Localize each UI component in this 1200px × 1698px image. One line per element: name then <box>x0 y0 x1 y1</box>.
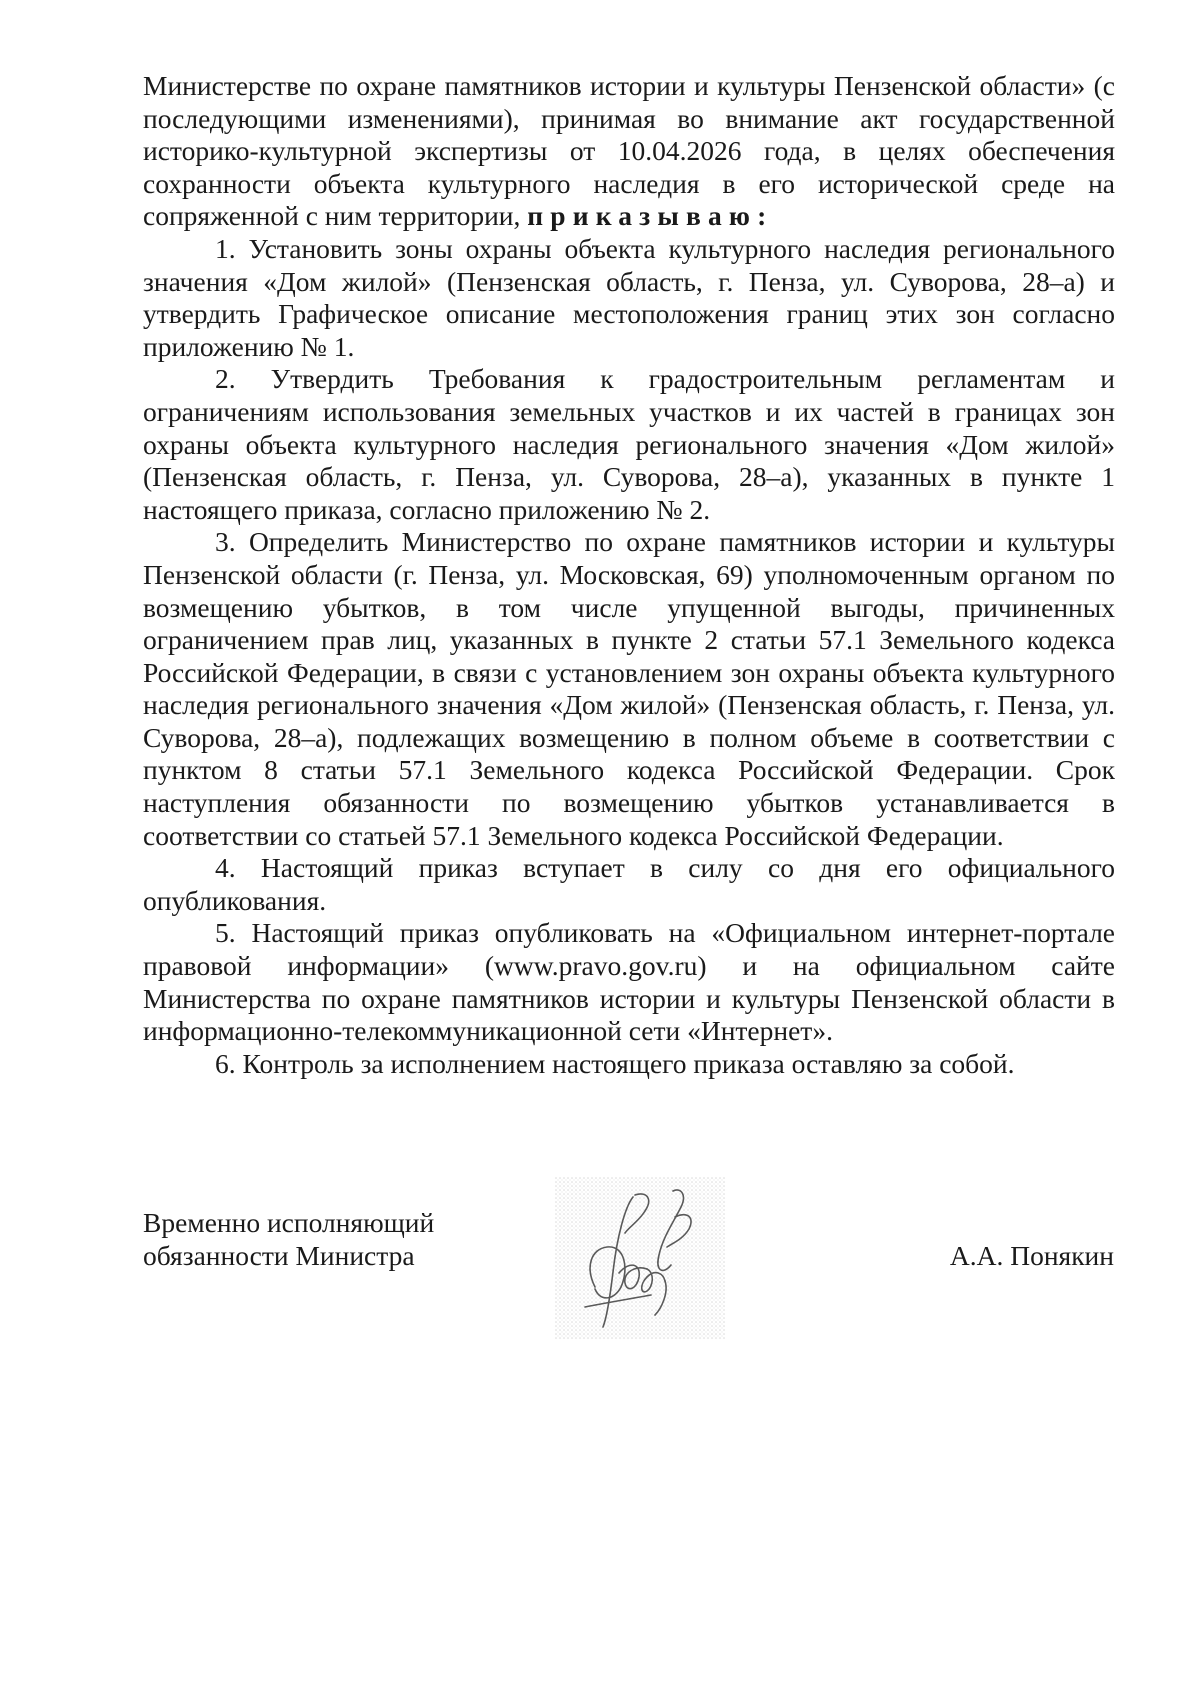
order-item-5: 5. Настоящий приказ опубликовать на «Официальном интернет-портале правовой информации» (www.pravo.gov.ru) и на официальном сайте Министерства по охране памятников истории и культуры Пензенской области в информационно-телекоммуникационной сети «Интернет». <box>143 917 1115 1047</box>
document-body <box>143 70 1115 1080</box>
handwritten-signature <box>555 1177 725 1339</box>
order-item-2: 2. Утвердить Требования к градостроительным регламентам и ограничениям использования земельных участков и их частей в границах зон охраны объекта культурного наследия регионального значения «Дом жилой» (Пензенская область, г. Пенза, ул. Суворова, 28–а), указанных в пункте 1 настоящего приказа, согласно приложению № 2. <box>143 363 1115 525</box>
orders-word: приказываю: <box>527 200 774 232</box>
order-item-6: 6. Контроль за исполнением настоящего приказа оставляю за собой. <box>215 1047 1015 1079</box>
signatory-name: А.А. Понякин <box>949 1240 1114 1271</box>
intro-text: Министерстве по охране памятников истории и культуры Пензенской области» (с последующими изменениями), принимая во внимание акт государственной историко-культурной экспертизы от 10.04.2026 года, в целях обеспечения сохранности объекта культурного наследия в его исторической среде на сопряженной с ним территории, <box>143 70 1115 232</box>
order-item-1: 1. Установить зоны охраны объекта культурного наследия регионального значения «Дом жилой» (Пензенская область, г. Пенза, ул. Суворова, 28–а) и утвердить Графическое описание местоположения границ этих зон согласно приложению № 1. <box>143 232 1115 362</box>
position-line-2: обязанности Министра <box>143 1240 415 1271</box>
position-line-1: Временно исполняющий <box>143 1207 435 1238</box>
order-item-4: 4. Настоящий приказ вступает в силу со дня его официального опубликования. <box>143 852 1115 916</box>
signatory-position <box>143 1206 434 1272</box>
order-item-3: 3. Определить Министерство по охране памятников истории и культуры Пензенской области (г. Пенза, ул. Московская, 69) уполномоченным органом по возмещению убытков, в том числе упущенной выгоды, причиненных ограничением прав лиц, указанных в пункте 2 статьи 57.1 Земельного кодекса Российской Федерации, в связи с установлением зон охраны объекта культурного наследия регионального значения «Дом жилой» (Пензенская область, г. Пенза, ул. Суворова, 28–а), подлежащих возмещению в полном объеме в соответствии с пунктом 8 статьи 57.1 Земельного кодекса Российской Федерации. Срок наступления обязанности по возмещению убытков устанавливается в соответствии со статьей 57.1 Земельного кодекса Российской Федерации. <box>143 526 1115 851</box>
intro-paragraph <box>143 70 1115 233</box>
